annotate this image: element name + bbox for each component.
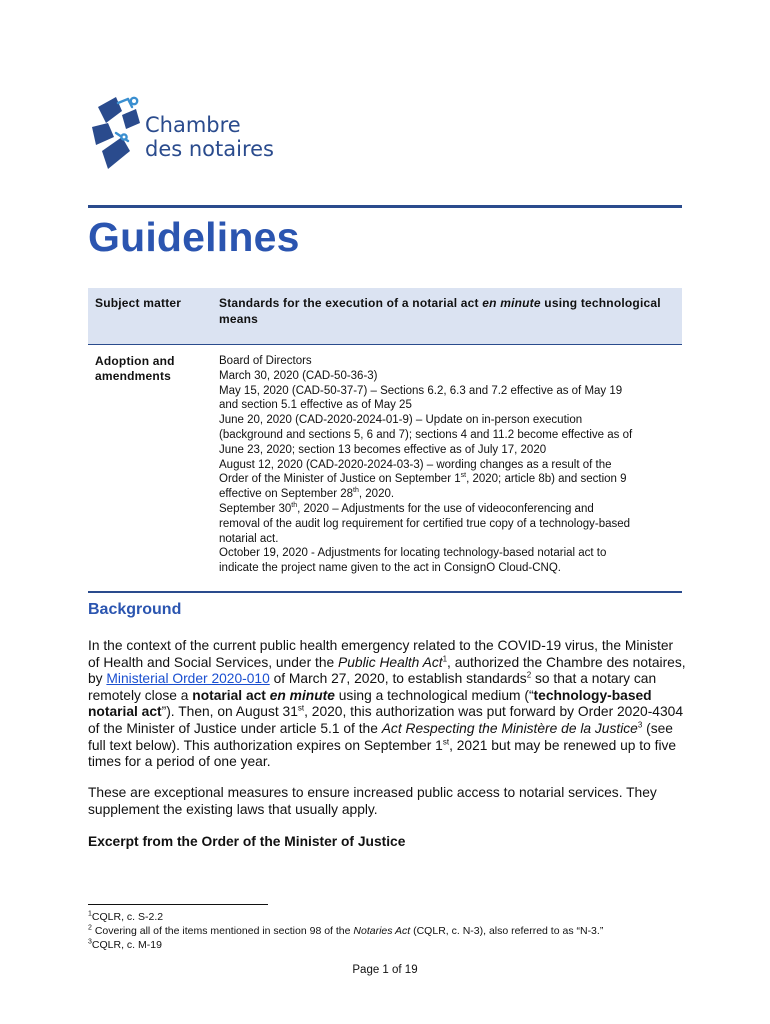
logo-line-2: des notaires [145, 137, 274, 161]
bold-term: technology-based [533, 687, 652, 703]
text-run: In the context of the current public health emergency related to the COVID-19 virus, the Minister [88, 638, 674, 653]
footnote-ref: 3 [637, 720, 643, 730]
paragraph-line [88, 754, 682, 771]
adoption-line: effective on September 28th, 2020. [219, 487, 395, 501]
adoption-label: Adoption and amendments [95, 354, 175, 383]
ministerial-order-link[interactable]: Ministerial Order 2020-010 [106, 671, 270, 687]
act-citation: Act Respecting the Ministère de la Justice [381, 720, 638, 736]
adoption-line: October 19, 2020 - Adjustments for locating technology-based notarial act to [219, 547, 607, 560]
text-run: ”). Then, on August 31 [161, 704, 298, 720]
paragraph-line [88, 738, 682, 755]
subject-value-part: using technological means [219, 296, 661, 326]
footnote-ref: 2 [526, 670, 532, 680]
adoption-line: March 30, 2020 (CAD-50-36-3) [219, 369, 378, 382]
text-run: (see [642, 720, 673, 736]
adoption-line: Board of Directors [219, 355, 312, 367]
adoption-line: removal of the audit log requirement for certified true copy of a technology-based [219, 517, 631, 530]
paragraph-line [88, 654, 686, 672]
footnote-text: CQLR, c. S-2.2 [91, 911, 164, 923]
exceptional-measures-paragraph [88, 785, 682, 818]
adoption-history [219, 354, 681, 576]
page-title: Guidelines [88, 214, 300, 260]
table-bottom-rule [88, 591, 682, 593]
subject-row [88, 288, 682, 344]
logo-line-1: Chambre [145, 113, 241, 137]
text-run: , 2020, this authorization was put forward by Order 2020-4304 [304, 704, 683, 720]
subject-value-part: Standards for the execution of a notarial act [219, 296, 483, 310]
footnote-number: 2 [88, 924, 92, 932]
footnote-number: 1 [88, 910, 92, 918]
adoption-line: and section 5.1 effective as of May 25 [219, 399, 412, 412]
paragraph-line [88, 638, 682, 655]
text-run: by [88, 671, 107, 687]
adoption-line: August 12, 2020 (CAD-2020-2024-03-3) – wording changes as a result of the [219, 458, 612, 471]
text-run: full text below). This authorization expires on September 1 [88, 737, 443, 753]
paragraph-line: These are exceptional measures to ensure increased public access to notarial services. They [88, 785, 657, 800]
bold-italic-term: en minute [269, 687, 335, 703]
bold-term: notarial act [88, 704, 162, 720]
subject-value-emphasis: en minute [482, 296, 541, 310]
text-run: of the Minister of Justice under article 5.1 of the [88, 720, 382, 736]
text-run: times for a period of one year. [88, 754, 271, 770]
footnote-ref: 1 [442, 654, 448, 663]
public-health-act-citation: Public Health Act [338, 654, 443, 670]
text-run: so that a notary can [531, 671, 657, 687]
footnote-text: Covering all of the items mentioned in section 98 of the [91, 925, 354, 937]
footnote-text: CQLR, c. M-19 [91, 939, 162, 951]
adoption-line: June 20, 2020 (CAD-2020-2024-01-9) – Update on in-person execution [219, 414, 583, 427]
adoption-line: September 30th, 2020 – Adjustments for the use of videoconferencing and [219, 502, 594, 515]
paragraph-line [88, 704, 682, 721]
paragraph-line [88, 721, 682, 738]
ordinal-suffix: st [442, 736, 450, 746]
page-number: Page 1 of 19 [352, 964, 418, 976]
text-run: of Health and Social Services, under the [88, 654, 339, 670]
text-run: using a technological medium (“ [334, 687, 534, 703]
paragraph-line [88, 688, 682, 705]
footnote-2 [88, 925, 603, 938]
footnote-act-citation: Notaries Act [353, 925, 411, 937]
ordinal-suffix: st [297, 703, 305, 713]
adoption-line: May 15, 2020 (CAD-50-37-7) – Sections 6.2, 6.3 and 7.2 effective as of May 19 [219, 384, 623, 397]
footnote-text: (CQLR, c. N-3), also referred to as “N-3.” [410, 925, 604, 937]
paragraph-line [88, 671, 682, 688]
adoption-line: June 23, 2020; section 13 becomes effective as of July 17, 2020 [219, 443, 547, 456]
footnote-separator [88, 904, 268, 905]
adoption-line: (background and sections 5, 6 and 7); sections 4 and 11.2 become effective as of [219, 428, 633, 441]
title-top-rule [88, 205, 682, 208]
chambre-des-notaires-logo [88, 93, 288, 183]
text-run: , authorized the Chambre des notaires, [447, 654, 686, 670]
bold-term: notarial act [192, 687, 270, 703]
paragraph-line: supplement the existing laws that usually apply. [88, 801, 378, 817]
logo-wordmark [145, 113, 274, 161]
excerpt-heading: Excerpt from the Order of the Minister of Justice [88, 834, 406, 849]
background-paragraph [88, 638, 686, 771]
footnote-number: 3 [88, 938, 92, 946]
background-heading: Background [88, 601, 182, 618]
text-run: , 2021 but may be renewed up to five [449, 737, 677, 753]
subject-label: Subject matter [95, 296, 182, 310]
footnote-3 [88, 939, 162, 952]
table-divider [88, 344, 682, 345]
text-run: remotely close a [88, 687, 193, 703]
subject-value [219, 296, 679, 327]
adoption-line: notarial act. [219, 532, 279, 545]
text-run: of March 27, 2020, to establish standards [269, 671, 527, 687]
footnote-1 [88, 911, 163, 924]
pen-nib-logo-icon [88, 93, 144, 177]
adoption-line: indicate the project name given to the act in ConsignO Cloud-CNQ. [219, 562, 561, 575]
adoption-line: Order of the Minister of Justice on September 1st, 2020; article 8b) and section 9 [219, 472, 627, 486]
